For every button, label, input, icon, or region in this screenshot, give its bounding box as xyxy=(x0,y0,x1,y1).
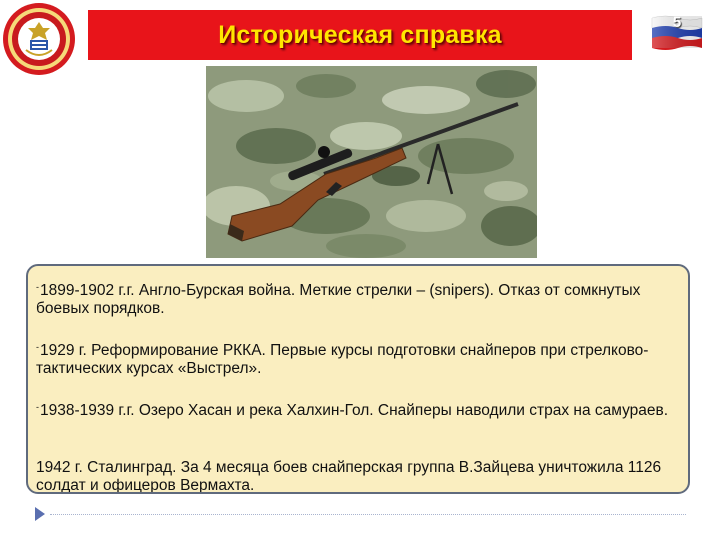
history-item: 1942 г. Сталинград. За 4 месяца боев снайперская группа В.Зайцева уничтожила 1126 солдат и офицеров Вермахта. xyxy=(36,459,662,494)
military-emblem-icon xyxy=(2,2,76,76)
triangle-arrow-icon[interactable] xyxy=(34,506,46,522)
history-item: -1899-1902 г.г. Англо-Бурская война. Меткие стрелки – (snipers). Отказ от сомкнутых боевых порядков. xyxy=(36,282,641,317)
history-textbox xyxy=(26,264,690,494)
history-item: -1929 г. Реформирование РККА. Первые курсы подготовки снайперов при стрелково-тактических курсах «Выстрел». xyxy=(36,342,649,377)
bottom-divider xyxy=(50,514,686,515)
page-title: Историческая справка xyxy=(218,20,502,49)
sniper-rifle-photo xyxy=(206,66,537,258)
slide-number: 5 xyxy=(672,14,682,31)
title-bar xyxy=(88,10,632,60)
history-item: -1938-1939 г.г. Озеро Хасан и река Халхин-Гол. Снайперы наводили страх на самураев. xyxy=(36,402,669,419)
